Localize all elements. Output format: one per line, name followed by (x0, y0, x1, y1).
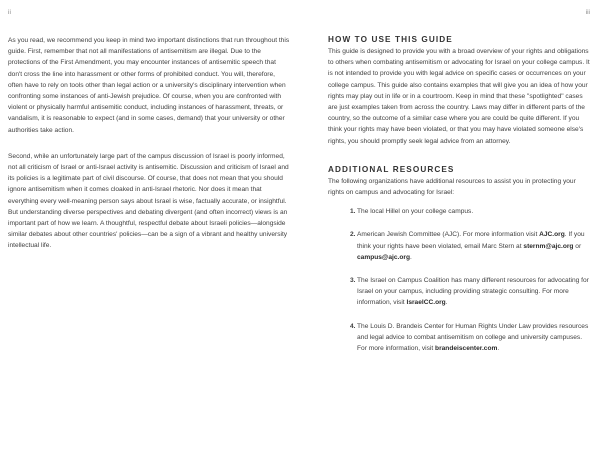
resources-heading: ADDITIONAL RESOURCES (328, 164, 455, 174)
how-to-heading: HOW TO USE THIS GUIDE (328, 35, 453, 44)
resource-text: . (409, 253, 412, 261)
resource-text: . (497, 345, 500, 353)
resource-hillel-text: The local Hillel on your college campus. (357, 208, 474, 216)
list-number: 4. (350, 322, 356, 330)
left-column (8, 35, 290, 252)
page-number: ii (8, 9, 11, 16)
resource-text: American Jewish Committee (AJC). For more information visit (357, 231, 540, 239)
list-number: 2. (350, 231, 356, 239)
how-to-paragraph: This guide is designed to provide you with a broad overview of your rights and obligations to others when combating antisemitism or advocating for Israel on your college campus. It is not intended to provide you with legal advice on specific cases or occurrences on your college campus. This guide also contains examples that will give you an idea of how your rights may play out in life or in a courtroom. Keep in mind that these "spotlighted" cases are just examples taken from across the country. Laws may differ in different parts of the country, so the outcome of a similar case where you are could be quite different. If you think your rights may have been violated, or that you may have violated someone else's rights, you should promptly seek legal advice from an attorney. (328, 48, 590, 145)
list-item (350, 275, 590, 309)
list-number: 3. (350, 277, 356, 285)
section-spacer (328, 147, 590, 165)
link-ajc[interactable]: AJC.org (539, 231, 565, 239)
paragraph-israel-criticism: Second, while an unfortunately large part of the campus discussion of Israel is poorly informed, not all criticism of Israel or anti-Israel activity is antisemitic. Discussion and criticism of Israel and its policies is a legitimate part of civil discourse. Of course, that does not mean that you should ignore antisemitism when it comes cloaked in anti-Israel rhetoric. Nor does it mean that everything every well-meaning person says about Israel is wise, factually accurate, or insightful. But understanding diverse perspectives and debating divergent (and often incorrect) views is an important part of how we learn. A thoughtful, respectful debate about Israeli policies—alongside similar debates about other countries' policies—can be a sign of a vibrant and healthy university intellectual life. (8, 152, 289, 250)
list-text (357, 229, 590, 263)
paragraph-distinctions: As you read, we recommend you keep in mind two important distinctions that run throughout this guide. First, remember that not all manifestations of antisemitism are illegal. Due to the protections of the First Amendment, you may encounter instances of antisemitic speech that don't cross the line into harassment or other forms of prohibited conduct. You will, therefore, often have to rely on tools other than legal action or a university's disciplinary intervention when confronting some instances of anti-Jewish prejudice. Of course, when you are confronted with violent or physically harmful antisemitic conduct, including instances of harassment, threats, or vandalism, it is reasonable to expect (and in some cases, demand) that your university or other authorities take action. (8, 37, 290, 134)
list-number: 1. (350, 208, 356, 216)
link-email-campus[interactable]: campus@ajc.org (357, 253, 410, 261)
list-text (357, 321, 590, 355)
right-column (328, 35, 590, 366)
resources-intro: The following organizations have additional resources to assist you in protecting your rights on campus and advocating for Israel: (328, 177, 576, 197)
right-page (300, 0, 600, 463)
link-brandeis[interactable]: brandeiscenter.com (435, 345, 498, 353)
link-israelcc[interactable]: IsraelCC.org (406, 299, 446, 307)
resource-text: . If you think your rights have been violated, email Marc Stern at (357, 231, 585, 250)
resource-text: or (573, 242, 582, 250)
resource-text: The Israel on Campus Coalition has many different resources for advocating for Israel on your campus, including providing strategic consulting. For more information, visit (357, 277, 589, 307)
list-item (350, 229, 590, 263)
list-item (350, 321, 590, 355)
resource-text: The Louis D. Brandeis Center for Human Rights Under Law provides resources and legal advice to combat antisemitism on college and university campuses. For more information, visit (357, 322, 589, 353)
list-text (357, 206, 590, 217)
resources-list (328, 206, 590, 354)
link-email-sternm[interactable]: sternm@ajc.org (523, 242, 574, 250)
resource-text: . (445, 299, 448, 307)
page-number: iii (585, 9, 590, 16)
list-item (350, 206, 590, 217)
list-text (357, 275, 590, 309)
